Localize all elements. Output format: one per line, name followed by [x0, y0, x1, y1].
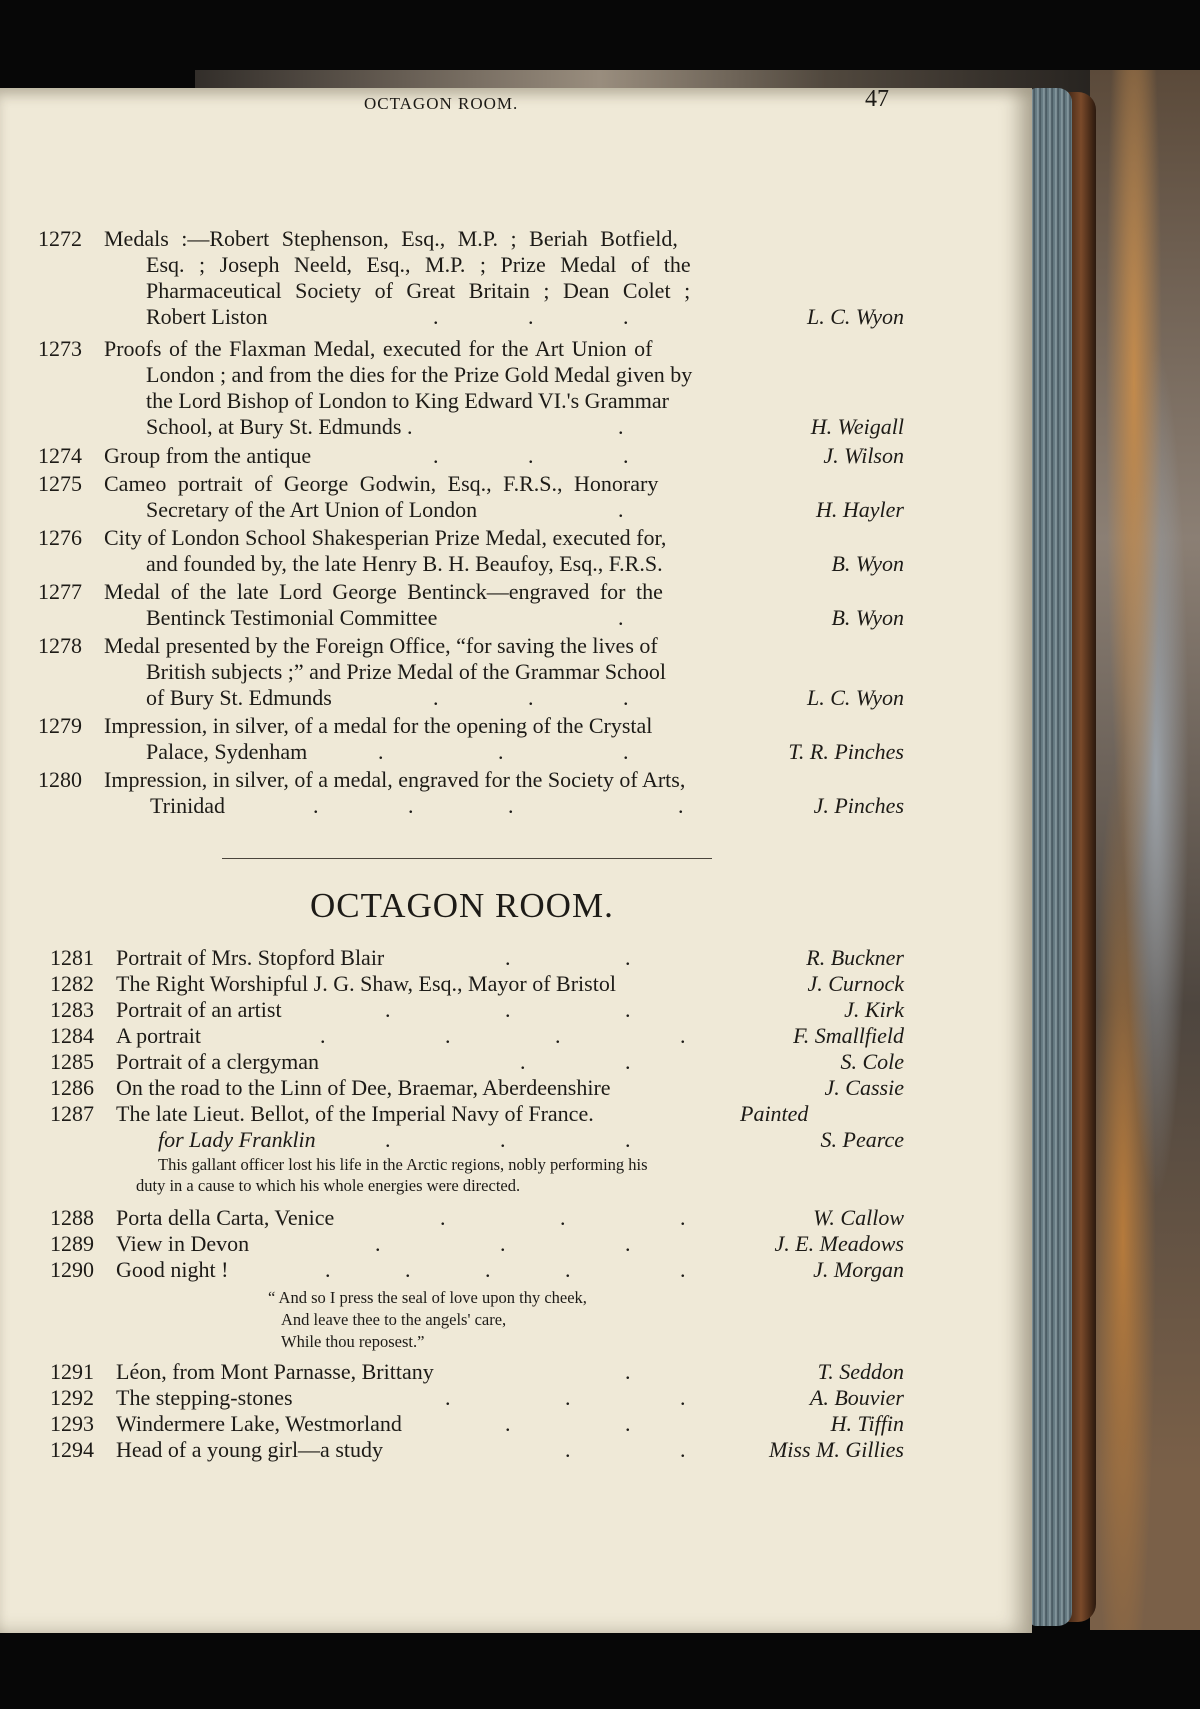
entry-number: 1291 — [50, 1359, 94, 1384]
artist-name: J. Cassie — [824, 1075, 904, 1100]
entry-number: 1285 — [50, 1049, 94, 1074]
leader-dots: . — [445, 1385, 451, 1410]
entry-title: Portrait of a clergyman — [116, 1049, 320, 1074]
entry-title: The late Lieut. Bellot, of the Imperial Navy of France. — [116, 1101, 594, 1126]
leader-dots: . — [565, 1437, 571, 1462]
leader-dots: . — [440, 1205, 446, 1230]
leader-dots: . — [618, 414, 624, 439]
leader-dots: . — [385, 997, 391, 1022]
leader-dots: . — [498, 739, 504, 764]
artist-name: J. Kirk — [844, 997, 904, 1022]
catalogue-entry — [50, 1359, 904, 1387]
entry-text-line: Medal presented by the Foreign Office, “for saving the lives of — [104, 633, 658, 658]
leader-dots: . — [623, 304, 629, 329]
entry-title: Head of a young girl—a study — [116, 1437, 383, 1462]
catalogue-entry — [38, 525, 904, 581]
entry-text-line: Pharmaceutical Society of Great Britain ; Dean Colet ; — [146, 278, 691, 303]
entry-text-line: Esq. ; Joseph Neeld, Esq., M.P. ; Prize Medal of the — [146, 252, 691, 277]
leader-dots: . — [445, 1023, 451, 1048]
entry-text-line: Proofs of the Flaxman Medal, executed for the Art Union of — [104, 336, 653, 361]
entry-title: Portrait of an artist — [116, 997, 282, 1022]
entry-title: View in Devon — [116, 1231, 250, 1256]
entry-number: 1293 — [50, 1411, 94, 1436]
entry-number: 1278 — [38, 633, 82, 658]
entry-title: The Right Worshipful J. G. Shaw, Esq., Mayor of Bristol — [116, 971, 616, 996]
catalogue-entry — [50, 997, 904, 1025]
catalogue-entry — [50, 1231, 904, 1259]
entry-text-line: Medal of the late Lord George Bentinck—engraved for the — [104, 579, 663, 604]
artist-name: J. Pinches — [813, 793, 904, 818]
entry-text-line: Impression, in silver, of a medal, engraved for the Society of Arts, — [104, 767, 686, 792]
entry-title: Léon, from Mont Parnasse, Brittany — [116, 1359, 434, 1384]
artist-name: H. Hayler — [816, 497, 904, 522]
leader-dots: . — [678, 793, 684, 818]
catalogue-entry — [38, 226, 904, 336]
entry-number: 1275 — [38, 471, 82, 496]
catalogue-entry — [50, 945, 904, 973]
leader-dots: . — [625, 1359, 631, 1384]
leader-dots: . — [618, 605, 624, 630]
leader-dots: . — [565, 1257, 571, 1282]
leader-dots: . — [625, 945, 631, 970]
catalogue-entry — [38, 713, 904, 769]
leader-dots: . — [625, 1049, 631, 1074]
leader-dots: . — [625, 997, 631, 1022]
artist-name: Miss M. Gillies — [768, 1437, 904, 1462]
leader-dots: . — [680, 1205, 686, 1230]
entry-text-line: Robert Liston — [146, 304, 268, 329]
entry-text-line: British subjects ;” and Prize Medal of the Grammar School — [146, 659, 666, 684]
entry-number: 1281 — [50, 945, 94, 970]
catalogue-entry — [38, 443, 904, 471]
catalogue-entry — [50, 1205, 904, 1233]
leader-dots: . — [680, 1385, 686, 1410]
running-head-title: OCTAGON ROOM. — [364, 94, 519, 113]
artist-name: A. Bouvier — [809, 1385, 904, 1410]
entry-text-line: Impression, in silver, of a medal for the opening of the Crystal — [104, 713, 653, 738]
artist-name: T. R. Pinches — [788, 739, 904, 764]
artist-name: B. Wyon — [831, 551, 904, 576]
catalogue-entry — [50, 1023, 904, 1051]
entry-text-line: the Lord Bishop of London to King Edward VI.'s Grammar — [146, 388, 669, 413]
entry-number: 1272 — [38, 226, 82, 251]
entry-text-line: Trinidad — [150, 793, 225, 818]
entry-title: Good night ! — [116, 1257, 229, 1282]
entry-number: 1274 — [38, 443, 82, 468]
leader-dots: . — [625, 1127, 631, 1152]
catalogue-entry — [50, 1049, 904, 1077]
entry-number: 1294 — [50, 1437, 94, 1462]
leader-dots: . — [618, 497, 624, 522]
leader-dots: . — [528, 304, 534, 329]
entry-number: 1290 — [50, 1257, 94, 1282]
entry-number: 1282 — [50, 971, 94, 996]
entry-text-line: London ; and from the dies for the Prize Gold Medal given by — [146, 362, 693, 387]
artist-name: B. Wyon — [831, 605, 904, 630]
leader-dots: . — [625, 1411, 631, 1436]
leader-dots: . — [408, 793, 414, 818]
catalogue-entry — [38, 579, 904, 635]
catalogue-entry — [50, 1257, 904, 1285]
entry-text-line: Secretary of the Art Union of London — [146, 497, 478, 522]
leader-dots: . — [565, 1385, 571, 1410]
leader-dots: . — [625, 1231, 631, 1256]
leader-dots: . — [320, 1023, 326, 1048]
entry-note-line: duty in a cause to which his whole energies were directed. — [136, 1176, 521, 1195]
entry-number: 1286 — [50, 1075, 94, 1100]
catalogue-entry — [38, 336, 904, 446]
artist-name: J. Morgan — [813, 1257, 904, 1282]
leader-dots: . — [433, 685, 439, 710]
catalogue-entry — [50, 1101, 904, 1157]
entry-title-italic: Painted — [740, 1101, 809, 1126]
catalogue-entry — [50, 971, 904, 999]
section-title: OCTAGON ROOM. — [310, 886, 614, 925]
marbled-edge-right — [1090, 70, 1200, 1630]
entry-text-line: School, at Bury St. Edmunds . — [146, 414, 413, 439]
entry-title: Windermere Lake, Westmorland — [116, 1411, 402, 1436]
catalogue-entry — [50, 1385, 904, 1413]
artist-name: F. Smallfield — [793, 1023, 904, 1048]
leader-dots: . — [680, 1023, 686, 1048]
entry-text-line: of Bury St. Edmunds — [146, 685, 332, 710]
entry-number: 1288 — [50, 1205, 94, 1230]
entry-number: 1284 — [50, 1023, 94, 1048]
artist-name: L. C. Wyon — [807, 685, 904, 710]
entry-title: Porta della Carta, Venice — [116, 1205, 335, 1230]
entry-number: 1289 — [50, 1231, 94, 1256]
entry-number: 1292 — [50, 1385, 94, 1410]
leader-dots: . — [623, 443, 629, 468]
artist-name: T. Seddon — [817, 1359, 904, 1384]
entry-title: On the road to the Linn of Dee, Braemar, Aberdeenshire — [116, 1075, 611, 1100]
entry-text-line: Bentinck Testimonial Committee — [146, 605, 438, 630]
page-block-edge — [1030, 88, 1072, 1626]
leader-dots: . — [505, 997, 511, 1022]
entry-title: A portrait — [116, 1023, 201, 1048]
quote-line: And leave thee to the angels' care, — [281, 1310, 507, 1329]
leader-dots: . — [560, 1205, 566, 1230]
leader-dots: . — [325, 1257, 331, 1282]
leader-dots: . — [433, 304, 439, 329]
leader-dots: . — [623, 739, 629, 764]
artist-name: H. Weigall — [810, 414, 904, 439]
leader-dots: . — [375, 1231, 381, 1256]
catalogue-entry — [50, 1411, 904, 1439]
leader-dots: . — [555, 1023, 561, 1048]
artist-name: S. Pearce — [820, 1127, 904, 1152]
leader-dots: . — [405, 1257, 411, 1282]
catalogue-entry — [38, 633, 904, 717]
entry-text-line: Group from the antique — [104, 443, 312, 468]
artist-name: W. Callow — [813, 1205, 904, 1230]
entry-number: 1277 — [38, 579, 82, 604]
entry-number: 1273 — [38, 336, 82, 361]
catalogue-entry — [50, 1075, 904, 1103]
catalogue-entry — [50, 1437, 904, 1465]
leader-dots: . — [528, 443, 534, 468]
entry-number: 1283 — [50, 997, 94, 1022]
entry-text-line: Medals :—Robert Stephenson, Esq., M.P. ; Beriah Botfield, — [104, 226, 678, 251]
artist-name: J. Curnock — [807, 971, 904, 996]
artist-name: L. C. Wyon — [807, 304, 904, 329]
quote-line: While thou reposest.” — [281, 1332, 425, 1351]
entry-number: 1287 — [50, 1101, 94, 1126]
entry-title-line2: for Lady Franklin — [158, 1127, 316, 1152]
leader-dots: . — [505, 1411, 511, 1436]
entry-title: The stepping-stones — [116, 1385, 293, 1410]
leader-dots: . — [385, 1127, 391, 1152]
leader-dots: . — [505, 945, 511, 970]
section-divider — [222, 858, 712, 859]
leader-dots: . — [485, 1257, 491, 1282]
entry-text-line: Cameo portrait of George Godwin, Esq., F.R.S., Honorary — [104, 471, 659, 496]
artist-name: R. Buckner — [806, 945, 904, 970]
entry-number: 1276 — [38, 525, 82, 550]
artist-name: J. E. Meadows — [774, 1231, 904, 1256]
entry-title: Portrait of Mrs. Stopford Blair — [116, 945, 385, 970]
page-number: 47 — [865, 86, 889, 112]
entry-number: 1279 — [38, 713, 82, 738]
quote-line: “ And so I press the seal of love upon thy cheek, — [268, 1288, 587, 1307]
entry-number: 1280 — [38, 767, 82, 792]
leader-dots: . — [520, 1049, 526, 1074]
entry-note-line: This gallant officer lost his life in the Arctic regions, nobly performing his — [158, 1155, 648, 1174]
entry-text-line: City of London School Shakesperian Prize Medal, executed for, — [104, 525, 667, 550]
leader-dots: . — [508, 793, 514, 818]
catalogue-entry — [38, 471, 904, 527]
artist-name: H. Tiffin — [830, 1411, 904, 1436]
leader-dots: . — [680, 1257, 686, 1282]
leader-dots: . — [680, 1437, 686, 1462]
leader-dots: . — [500, 1231, 506, 1256]
leader-dots: . — [500, 1127, 506, 1152]
leader-dots: . — [528, 685, 534, 710]
entry-text-line: and founded by, the late Henry B. H. Beaufoy, Esq., F.R.S. — [146, 551, 663, 576]
leader-dots: . — [623, 685, 629, 710]
artist-name: S. Cole — [840, 1049, 904, 1074]
running-head — [364, 86, 889, 122]
catalogue-entry — [38, 767, 904, 823]
leader-dots: . — [433, 443, 439, 468]
leader-dots: . — [313, 793, 319, 818]
artist-name: J. Wilson — [823, 443, 904, 468]
entry-text-line: Palace, Sydenham — [146, 739, 308, 764]
leader-dots: . — [378, 739, 384, 764]
